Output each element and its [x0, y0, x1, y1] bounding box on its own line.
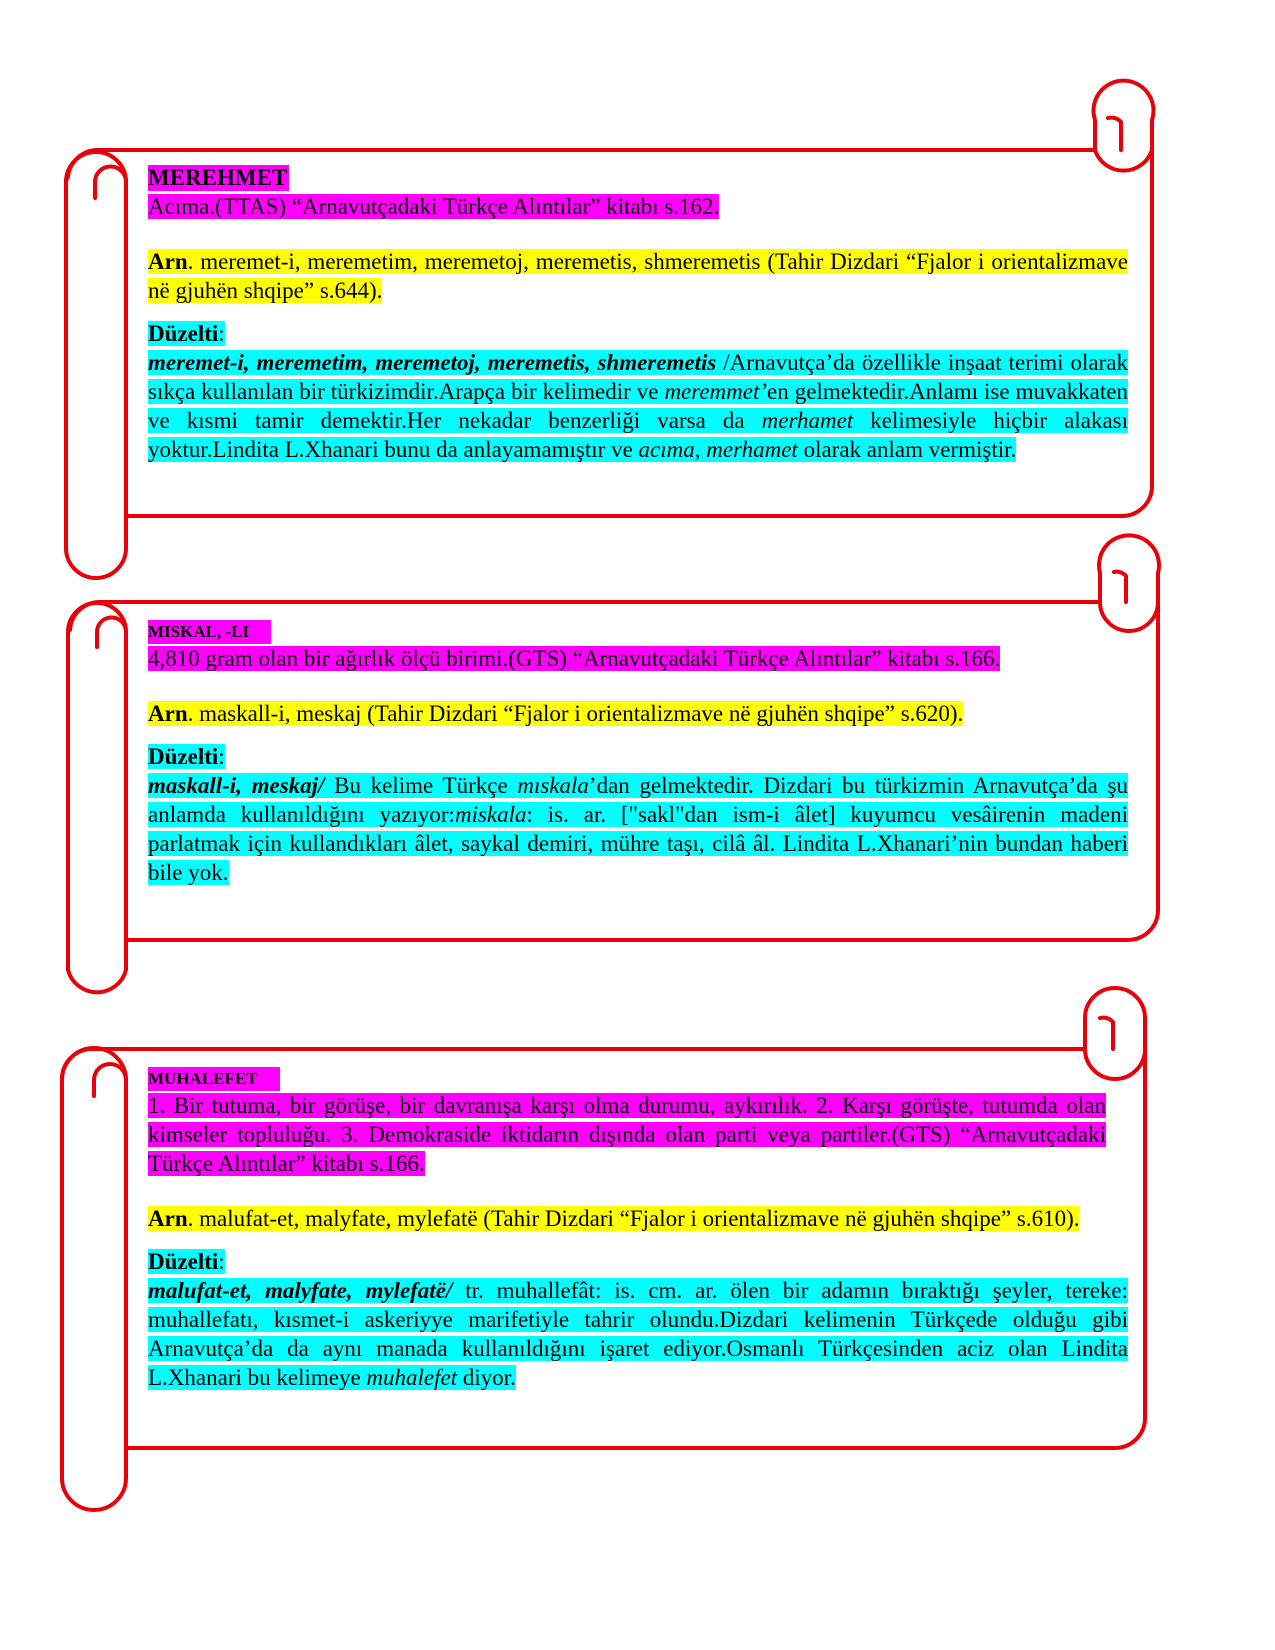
arn-paragraph: [148, 1204, 1128, 1233]
arn-label: Arn: [148, 249, 188, 274]
definition-paragraph: [148, 1091, 1106, 1178]
duzelti-text-segment: ’dan gelmektedir. Dizdari bu türkizmin Arnavutça’da şu anlamda kullanıldığını yazıyor:: [148, 773, 1128, 827]
duzelti-label: Düzelti: [148, 1249, 219, 1274]
duzelti-italic-term: merhamet: [761, 408, 854, 433]
duzelti-paragraph: [148, 771, 1128, 887]
duzelti-bold-terms: malufat-et, malyfate, mylefatë/: [148, 1278, 453, 1303]
entry-definition: Acıma.(TTAS) “Arnavutçadaki Türkçe Alıntılar” kitabı s.162.: [148, 194, 720, 219]
duzelti-label: Düzelti: [148, 321, 219, 346]
duzelti-paragraph: [148, 348, 1128, 464]
duzelti-label: Düzelti: [148, 744, 219, 769]
duzelti-italic-term: acıma, merhamet: [638, 437, 798, 462]
dictionary-entry-1: [148, 163, 1128, 464]
entry-title: MEREHMET: [148, 165, 288, 190]
entry-definition: 4,810 gram olan bir ağırlık ölçü birimi.(GTS) “Arnavutçadaki Türkçe Alıntılar” kitabı s.166.: [148, 646, 1001, 671]
duzelti-italic-term: meremmet’: [664, 379, 768, 404]
entry-title: MISKAL, -LI: [148, 620, 271, 644]
entry-title: MUHALEFET: [148, 1067, 280, 1091]
duzelti-text-segment: kelimesiyle hiçbir alakası yoktur.Lindita L.Xhanari bunu da anlayamamıştır ve: [148, 408, 1128, 462]
entry-definition: 1. Bir tutuma, bir görüşe, bir davranışa karşı olma durumu, aykırılık. 2. Karşı görüşte, tutumda olan kimseler topluluğu. 3. Demokraside iktidarın dışında olan parti veya partiler.(GTS) “Arnavutçadaki Türkçe Alıntılar” kitabı s.166.: [148, 1093, 1106, 1176]
dictionary-entry-2: [148, 615, 1128, 887]
duzelti-text-segment: diyor.: [457, 1365, 516, 1390]
duzelti-text-segment: /Arnavutça’da özellikle inşaat terimi olarak sıkça kullanılan bir türkizimdir.Arapça bir kelimedir ve: [148, 350, 1128, 404]
arn-text: . meremet-i, meremetim, meremetoj, meremetis, shmeremetis (Tahir Dizdari “Fjalor i orientalizmave në gjuhën shqipe” s.644).: [148, 249, 1128, 303]
arn-text: . malufat-et, malyfate, mylefatë (Tahir Dizdari “Fjalor i orientalizmave në gjuhën shqipe” s.610).: [187, 1206, 1080, 1231]
duzelti-bold-terms: maskall-i, meskaj/: [148, 773, 325, 798]
duzelti-colon: :: [218, 1249, 225, 1274]
duzelti-italic-term: miskala: [454, 802, 527, 827]
duzelti-colon: :: [218, 321, 225, 346]
duzelti-colon: :: [218, 744, 225, 769]
duzelti-italic-term: muhalefet: [366, 1365, 458, 1390]
duzelti-paragraph: [148, 1276, 1128, 1392]
arn-paragraph: [148, 699, 1128, 728]
arn-label: Arn: [148, 701, 188, 726]
duzelti-bold-terms: meremet-i, meremetim, meremetoj, meremetis, shmeremetis: [148, 350, 717, 375]
duzelti-text-segment: tr. muhallefât: is. cm. ar. ölen bir adamın bıraktığı şeyler, tereke: muhallefatı, kısmet-i askeriyye marifetiyle tahrir olundu.Dizdari kelimenin Türkçede olduğu gibi Arnavutça’da da aynı manada kullanıldığını işaret ediyor.Osmanlı Türkçesinden aciz olan Lindita L.Xhanari bu kelimeye: [148, 1278, 1128, 1390]
duzelti-text-segment: olarak anlam vermiştir.: [797, 437, 1017, 462]
duzelti-text-segment: : is. ar. ["sakl"dan ism-i âlet] kuyumcu vesâirenin madeni parlatmak için kullandıkları âlet, saykal demiri, mühre taşı, cilâ âl. Lindita L.Xhanari’nin bundan haberi bile yok.: [148, 802, 1128, 885]
arn-text: . maskall-i, meskaj (Tahir Dizdari “Fjalor i orientalizmave në gjuhën shqipe” s.620).: [187, 701, 964, 726]
dictionary-entry-3: [148, 1062, 1128, 1392]
duzelti-text-segment: Bu kelime Türkçe: [324, 773, 518, 798]
duzelti-text-segment: en gelmektedir.Anlamı ise muvakkaten ve kısmi tamir demektir.Her nekadar benzerliği varsa da: [148, 379, 1128, 433]
duzelti-italic-term: mıskala: [517, 773, 589, 798]
arn-paragraph: [148, 247, 1128, 305]
arn-label: Arn: [148, 1206, 188, 1231]
